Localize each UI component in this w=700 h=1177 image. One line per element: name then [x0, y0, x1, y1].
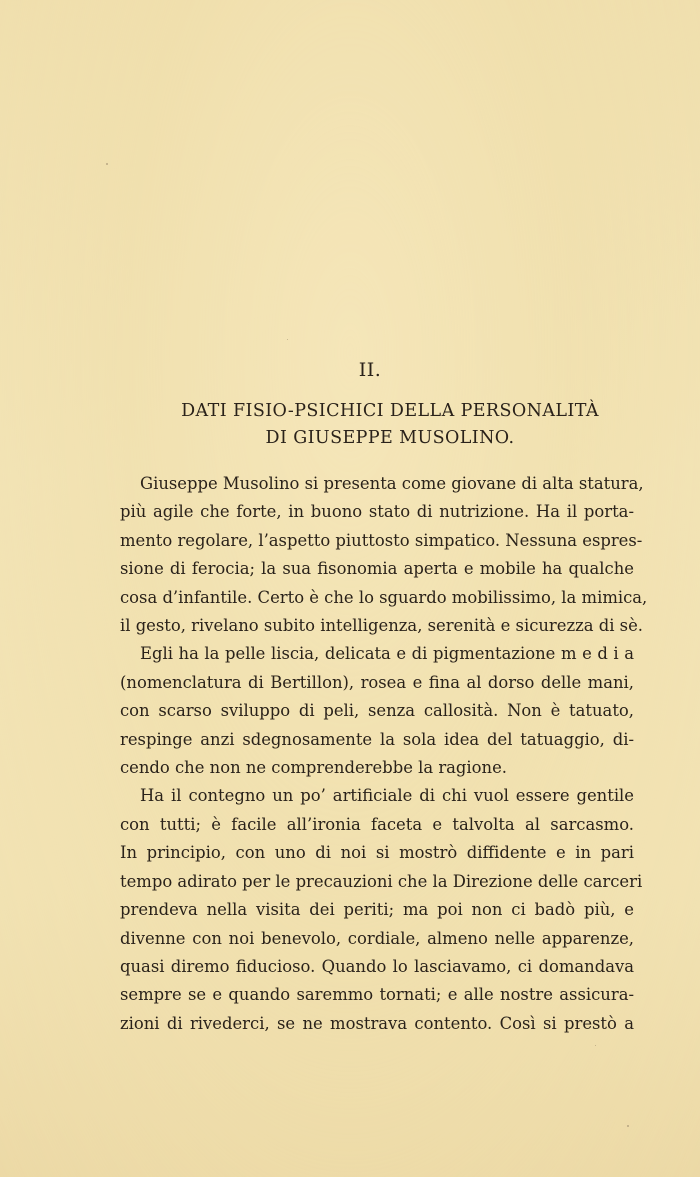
text-line: (nomenclatura di Bertillon), rosea e fina al dorso delle mani, — [120, 672, 634, 692]
text-line: divenne con noi benevolo, cordiale, almeno nelle apparenze, — [120, 928, 634, 948]
text-line: Giuseppe Musolino si presenta come giovane di alta statura, — [140, 474, 644, 493]
text-line: più agile che forte, in buono stato di nutrizione. Ha il porta- — [120, 502, 634, 522]
paper-speck — [106, 163, 108, 165]
body-text — [120, 470, 648, 1038]
chapter-title-line-2: DI GIUSEPPE MUSOLINO. — [265, 428, 515, 448]
paper-speck — [287, 339, 288, 340]
text-line: In principio, con uno di noi si mostrò diffidente e in pari — [120, 843, 634, 863]
text-line: mento regolare, l’aspetto piuttosto simpatico. Nessuna espres- — [120, 530, 643, 550]
text-line: respinge anzi sdegnosamente la sola idea del tatuaggio, di- — [120, 729, 634, 749]
text-line: sione di ferocia; la sua fisonomia aperta e mobile ha qualche — [120, 559, 634, 579]
text-line: Ha il contegno un po’ artificiale di chi vuol essere gentile — [140, 786, 634, 806]
paragraph-3 — [120, 782, 643, 1038]
text-line: Egli ha la pelle liscia, delicata e di pigmentazione m e d i a — [140, 644, 634, 664]
text-line: quasi diremo fiducioso. Quando lo lasciavamo, ci domandava — [120, 956, 634, 976]
paper-speck — [595, 1045, 596, 1046]
text-line: sempre se e quando saremmo tornati; e alle nostre assicura- — [120, 985, 634, 1005]
paper-speck — [627, 1125, 629, 1127]
chapter-title-line-1: DATI FISIO-PSICHICI DELLA PERSONALITÀ — [181, 401, 599, 421]
text-line: prendeva nella visita dei periti; ma poi non ci badò più, e — [120, 900, 634, 920]
text-line: con tutti; è facile all’ironia faceta e talvolta al sarcasmo. — [120, 814, 634, 834]
text-line: zioni di rivederci, se ne mostrava contento. Così si prestò a — [120, 1013, 634, 1033]
text-line: con scarso sviluppo di peli, senza callosità. Non è tatuato, — [120, 701, 634, 721]
paragraph-1 — [120, 470, 648, 640]
chapter-number: II. — [358, 359, 382, 381]
paragraph-2 — [120, 640, 634, 782]
text-line: cosa d’infantile. Certo è che lo sguardo mobilissimo, la mimica, — [120, 587, 648, 607]
text-line: tempo adirato per le precauzioni che la Direzione delle carceri — [120, 871, 643, 891]
text-line: il gesto, rivelano subito intelligenza, serenità e sicurezza di sè. — [120, 616, 643, 636]
text-line: cendo che non ne comprenderebbe la ragione. — [120, 758, 508, 778]
chapter-title — [30, 398, 700, 452]
